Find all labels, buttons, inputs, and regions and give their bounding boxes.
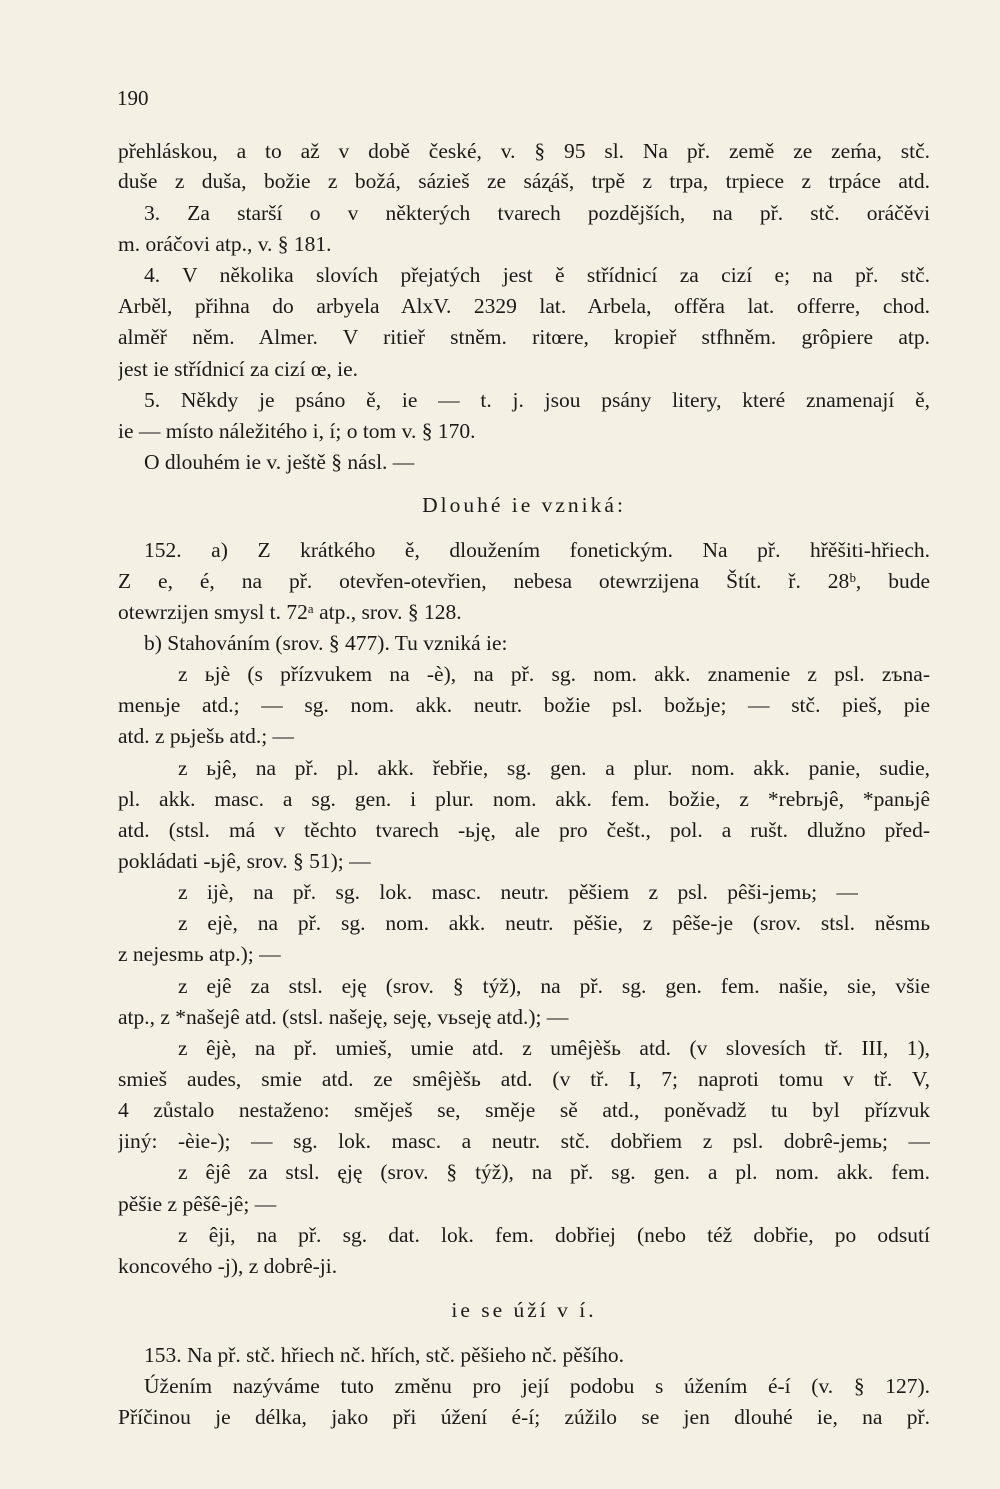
- text-line: z nejesmь atp.); —: [118, 942, 281, 966]
- text-line: ie — místo náležitého i, í; o tom v. § 170.: [118, 419, 476, 443]
- text-line: 4 zůstalo nestaženo: směješ se, směje sě atd., poněvadž tu byl přízvuk: [118, 1098, 930, 1122]
- text-line: pl. akk. masc. a sg. gen. i plur. nom. akk. fem. božie, z *rebrьjê, *panьjê: [118, 787, 930, 811]
- text-line: otewrzijen smysl t. 72ᵃ atp., srov. § 128.: [118, 600, 462, 624]
- text-line: z ijè, na př. sg. lok. masc. neutr. pěšiem z psl. pêši-jemь; —: [178, 880, 858, 904]
- text-line: Příčinou je délka, jako při úžení é-í; zúžilo se jen dlouhé ie, na př.: [118, 1405, 930, 1429]
- text-line: pěšie z pêšê-jê; —: [118, 1192, 277, 1216]
- text-line: atp., z *našejê atd. (stsl. našeję, seję, vьseję atd.); —: [118, 1005, 569, 1029]
- text-line: z êji, na př. sg. dat. lok. fem. dobřiej (nebo též dobřie, po odsutí: [178, 1223, 930, 1247]
- text-line: 3. Za starší o v některých tvarech pozdějších, na př. stč. oráčěvi: [144, 201, 930, 225]
- text-line: z ьjè (s přízvukem na -è), na př. sg. nom. akk. znamenie z psl. zъna-: [178, 662, 930, 686]
- text-line: z ejê za stsl. eję (srov. § týž), na př. sg. gen. fem. našie, sie, všie: [178, 974, 930, 998]
- text-line: Arběl, přihna do arbyela AlxV. 2329 lat. Arbela, offěra lat. offerre, chod.: [118, 294, 930, 318]
- text-line: alměř něm. Almer. V ritieř stněm. ritœre, kropieř stfhněm. grôpiere atp.: [118, 325, 930, 349]
- text-line: z ejè, na př. sg. nom. akk. neutr. pěšie, z pêše-je (srov. stsl. něsmь: [178, 911, 930, 935]
- text-line: koncového -j), z dobrê-ji.: [118, 1254, 338, 1278]
- text-line: Z e, é, na př. otevřen-otevřien, nebesa otewrzijena Štít. ř. 28ᵇ, bude: [118, 569, 930, 593]
- section-heading: Dlouhé ie vzniká:: [422, 493, 626, 517]
- text-line: pokládati -ьjê, srov. § 51); —: [118, 849, 371, 873]
- text-line: jiný: -èie-); — sg. lok. masc. a neutr. stč. dobřiem z psl. dobrê-jemь; —: [118, 1129, 930, 1153]
- text-line: 152. a) Z krátkého ě, dloužením fonetickým. Na př. hřěšiti-hřiech.: [144, 538, 930, 562]
- text-line: menьje atd.; — sg. nom. akk. neutr. božie psl. božьje; — stč. pieš, pie: [118, 693, 930, 717]
- text-line: duše z duša, božie z božá, sázieš ze sáz̨áš, trpě z trpa, trpiece z trpáce atd.: [118, 169, 930, 193]
- text-line: smieš audes, smie atd. ze smêjèšь atd. (v tř. I, 7; naproti tomu v tř. V,: [118, 1067, 930, 1091]
- text-line: přehláskou, a to až v době české, v. § 95 sl. Na př. země ze zeḿa, stč.: [118, 139, 930, 163]
- text-line: atd. z pьješь atd.; —: [118, 724, 295, 748]
- text-line: 5. Někdy je psáno ě, ie — t. j. jsou psány litery, které znamenají ě,: [144, 388, 930, 412]
- text-line: z êjê za stsl. ęję (srov. § týž), na př. sg. gen. a pl. nom. akk. fem.: [178, 1160, 930, 1184]
- text-line: Úžením nazýváme tuto změnu pro její podobu s úžením é-í (v. § 127).: [144, 1374, 930, 1398]
- text-line: jest ie střídnicí za cizí œ, ie.: [118, 357, 358, 381]
- text-line: 4. V několika slovích přejatých jest ě střídnicí za cizí e; na př. stč.: [144, 263, 930, 287]
- text-line: z êjè, na př. umieš, umie atd. z umêjèšь atd. (v slovesích tř. III, 1),: [178, 1036, 930, 1060]
- text-line: z ьjê, na př. pl. akk. řebřie, sg. gen. a plur. nom. akk. panie, sudie,: [178, 756, 930, 780]
- page-number: 190: [117, 86, 149, 110]
- section-heading: ie se úží v í.: [451, 1298, 597, 1322]
- text-line: m. oráčovi atp., v. § 181.: [118, 232, 332, 256]
- text-line: 153. Na př. stč. hřiech nč. hřích, stč. pěšieho nč. pěšího.: [144, 1343, 625, 1367]
- text-line: atd. (stsl. má v těchto tvarech -ьję, ale pro češt., pol. a rušt. dlužno před-: [118, 818, 930, 842]
- text-line: b) Stahováním (srov. § 477). Tu vzniká ie:: [144, 631, 508, 655]
- text-line: O dlouhém ie v. ještě § násl. —: [144, 450, 415, 474]
